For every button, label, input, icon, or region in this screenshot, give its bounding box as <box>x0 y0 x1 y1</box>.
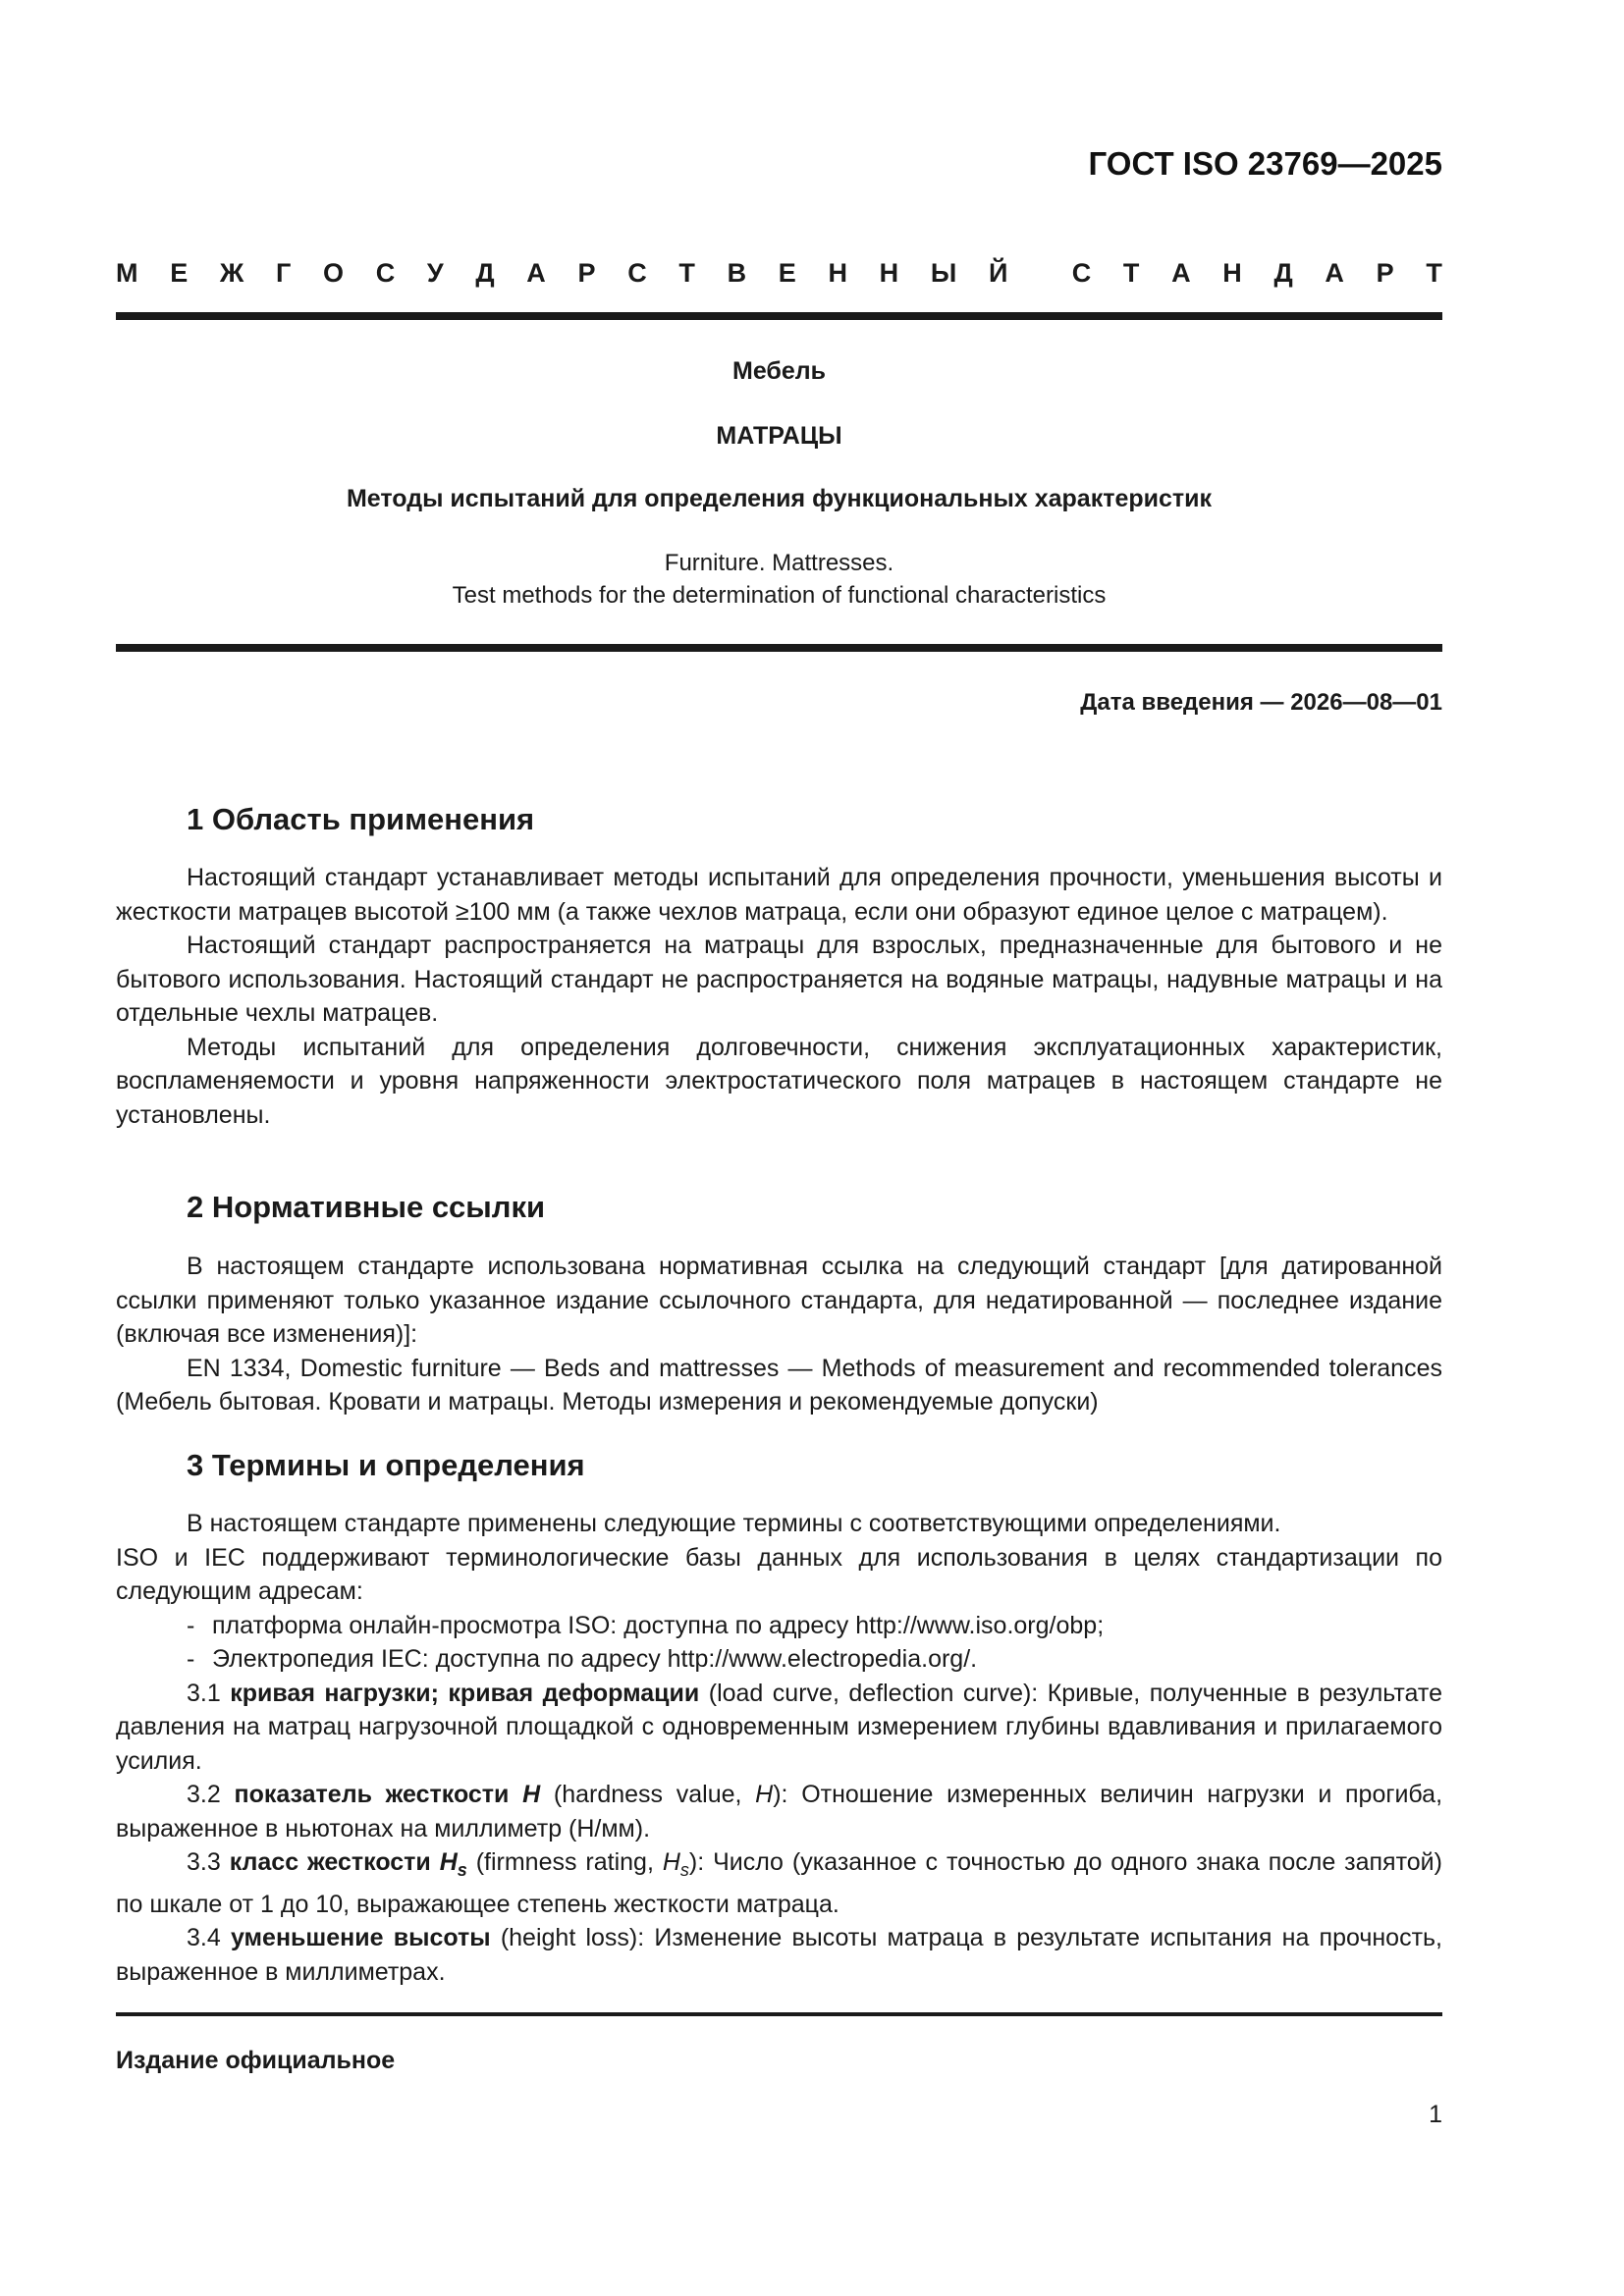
standard-kind-letter: Ы <box>930 257 957 288</box>
term-symbol: H <box>522 1781 541 1808</box>
title-subtitle: Методы испытаний для определения функциональных характеристик <box>346 485 1213 512</box>
term-symbol-inline-subscript: s <box>679 1860 689 1880</box>
term-number: 3.4 <box>187 1924 221 1951</box>
english-title-line2: Test methods for the determination of functional characteristics <box>452 582 1107 609</box>
standard-kind-letter: У <box>426 257 444 288</box>
term-name: класс жесткости <box>229 1848 431 1876</box>
standard-kind-letter: Н <box>828 257 847 288</box>
list-item <box>116 1609 1442 1643</box>
section-1-paragraph: Методы испытаний для определения долговечности, снижения эксплуатационных характеристик, воспламеняемости и уровня напряженности электростатического поля матрацев в настоящем стандарте не установлены. <box>116 1033 1442 1129</box>
standard-kind-letter: С <box>1071 257 1092 288</box>
list-item-text: платформа онлайн-просмотра ISO: доступна по адресу http://www.iso.org/obp; <box>212 1611 1105 1639</box>
standard-kind-letter: А <box>1171 257 1191 288</box>
list-marker: - <box>187 1645 195 1673</box>
section-3-body <box>116 1507 1442 1989</box>
standard-kind-letter: Т <box>1426 257 1442 288</box>
section-3-paragraph: ISO и IEC поддерживают терминологические базы данных для использования в целях стандартизации по следующим адресам: <box>116 1543 1442 1605</box>
section-2-paragraph: В настоящем стандарте использована нормативная ссылка на следующий стандарт [для датированной ссылки применяют только указанное издание ссылочного стандарта, для недатированной — последнее издание (включая все изменения)]: <box>116 1253 1442 1348</box>
standard-kind-letter: С <box>627 257 647 288</box>
section-1-paragraph: Настоящий стандарт устанавливает методы испытаний для определения прочности, уменьшения высоты и жесткости матрацев высотой ≥100 мм (а также чехлов матраца, если они образуют единое целое с матрацем). <box>116 864 1442 926</box>
title-category: Мебель <box>732 357 826 385</box>
standard-kind-letter: Й <box>988 257 1008 288</box>
standard-kind-letter: А <box>1325 257 1344 288</box>
term-3-4 <box>116 1921 1442 1989</box>
title-bottom-rule <box>116 644 1442 652</box>
standard-kind-letter: Ж <box>219 257 244 288</box>
section-2-body <box>116 1250 1442 1419</box>
section-3-title: 3 Термины и определения <box>187 1448 585 1482</box>
standard-kind-letter: Г <box>275 257 292 288</box>
term-english: (hardness value, <box>553 1781 742 1808</box>
section-1-title: 1 Область применения <box>187 802 535 836</box>
term-number: 3.3 <box>187 1848 221 1876</box>
introduction-date: Дата введения — 2026—08—01 <box>1080 689 1442 716</box>
term-english: (firmness rating, <box>475 1848 654 1876</box>
term-definition: (height loss): Изменение высоты матраца в результате испытания на прочность, выраженное в миллиметрах. <box>116 1924 1443 1986</box>
term-3-2 <box>116 1778 1442 1845</box>
standard-kind-letter: Н <box>1222 257 1242 288</box>
term-name: показатель жесткости <box>234 1781 510 1808</box>
term-3-3 <box>116 1845 1442 1921</box>
term-name: кривая нагрузки; кривая деформации <box>230 1679 700 1707</box>
standard-kind-letter: Р <box>1376 257 1394 288</box>
list-item <box>116 1642 1442 1677</box>
title-subject: МАТРАЦЫ <box>716 422 842 450</box>
term-definition: ): Число (указанное с точностью до одного знака после запятой) по шкале от 1 до 10, выражающее степень жесткости матраца. <box>116 1848 1442 1918</box>
english-title-line1: Furniture. Mattresses. <box>664 550 894 576</box>
list-marker: - <box>187 1611 195 1639</box>
top-rule <box>116 312 1442 320</box>
list-item-text: Электропедия IEC: доступна по адресу http://www.electropedia.org/. <box>212 1645 978 1673</box>
term-symbol-subscript: s <box>457 1860 467 1880</box>
term-3-1 <box>116 1677 1442 1779</box>
section-2-title: 2 Нормативные ссылки <box>187 1190 546 1224</box>
section-3-paragraph: В настоящем стандарте применены следующие термины с соответствующими определениями. <box>187 1510 1281 1537</box>
term-definition: (load curve, deflection curve): Кривые, полученные в результате давления на матрац нагрузочной площадкой с одновременным измерением глубины вдавливания и прилагаемого усилия. <box>116 1679 1442 1775</box>
term-name: уменьшение высоты <box>230 1924 491 1951</box>
standard-kind-letter: Р <box>577 257 596 288</box>
standard-kind-letter: Т <box>1122 257 1140 288</box>
term-number: 3.2 <box>187 1781 221 1808</box>
term-number: 3.1 <box>187 1679 221 1707</box>
document-number: ГОСТ ISO 23769—2025 <box>1088 145 1442 182</box>
standard-kind-letter: О <box>322 257 344 288</box>
standard-kind-letter: Д <box>1273 257 1293 288</box>
term-symbol-inline: H <box>662 1848 680 1876</box>
english-title <box>116 547 1442 612</box>
standard-kind-heading <box>116 253 1442 293</box>
section-1-body <box>116 861 1442 1132</box>
section-1-paragraph: Настоящий стандарт распространяется на матрацы для взрослых, предназначенные для бытового и не бытового использования. Настоящий стандарт не распространяется на водяные матрацы, надувные матрацы и на отдельные чехлы матрацев. <box>116 932 1442 1027</box>
footer-rule <box>116 2012 1442 2016</box>
standard-kind-letter: Т <box>678 257 695 288</box>
term-definition: ): Отношение измеренных величин нагрузки и прогиба, выраженное в ньютонах на миллиметр (Н/мм). <box>116 1781 1443 1842</box>
standard-kind-letter: Е <box>778 257 796 288</box>
page-number: 1 <box>1429 2101 1442 2128</box>
standard-kind-letter: Д <box>475 257 495 288</box>
standard-kind-letter: В <box>727 257 747 288</box>
standard-kind-letter: А <box>526 257 546 288</box>
standard-kind-letter: Е <box>170 257 189 288</box>
standard-kind-letter: Н <box>879 257 899 288</box>
term-symbol: H <box>439 1848 458 1876</box>
section-2-reference: EN 1334, Domestic furniture — Beds and mattresses — Methods of measurement and recommended tolerances (Мебель бытовая. Кровати и матрацы. Методы измерения и рекомендуемые допуски) <box>116 1354 1442 1415</box>
term-symbol-inline: H <box>755 1781 774 1808</box>
standard-kind-letter: С <box>375 257 396 288</box>
standard-kind-letter: М <box>116 257 138 288</box>
official-edition-label: Издание официальное <box>116 2047 396 2074</box>
